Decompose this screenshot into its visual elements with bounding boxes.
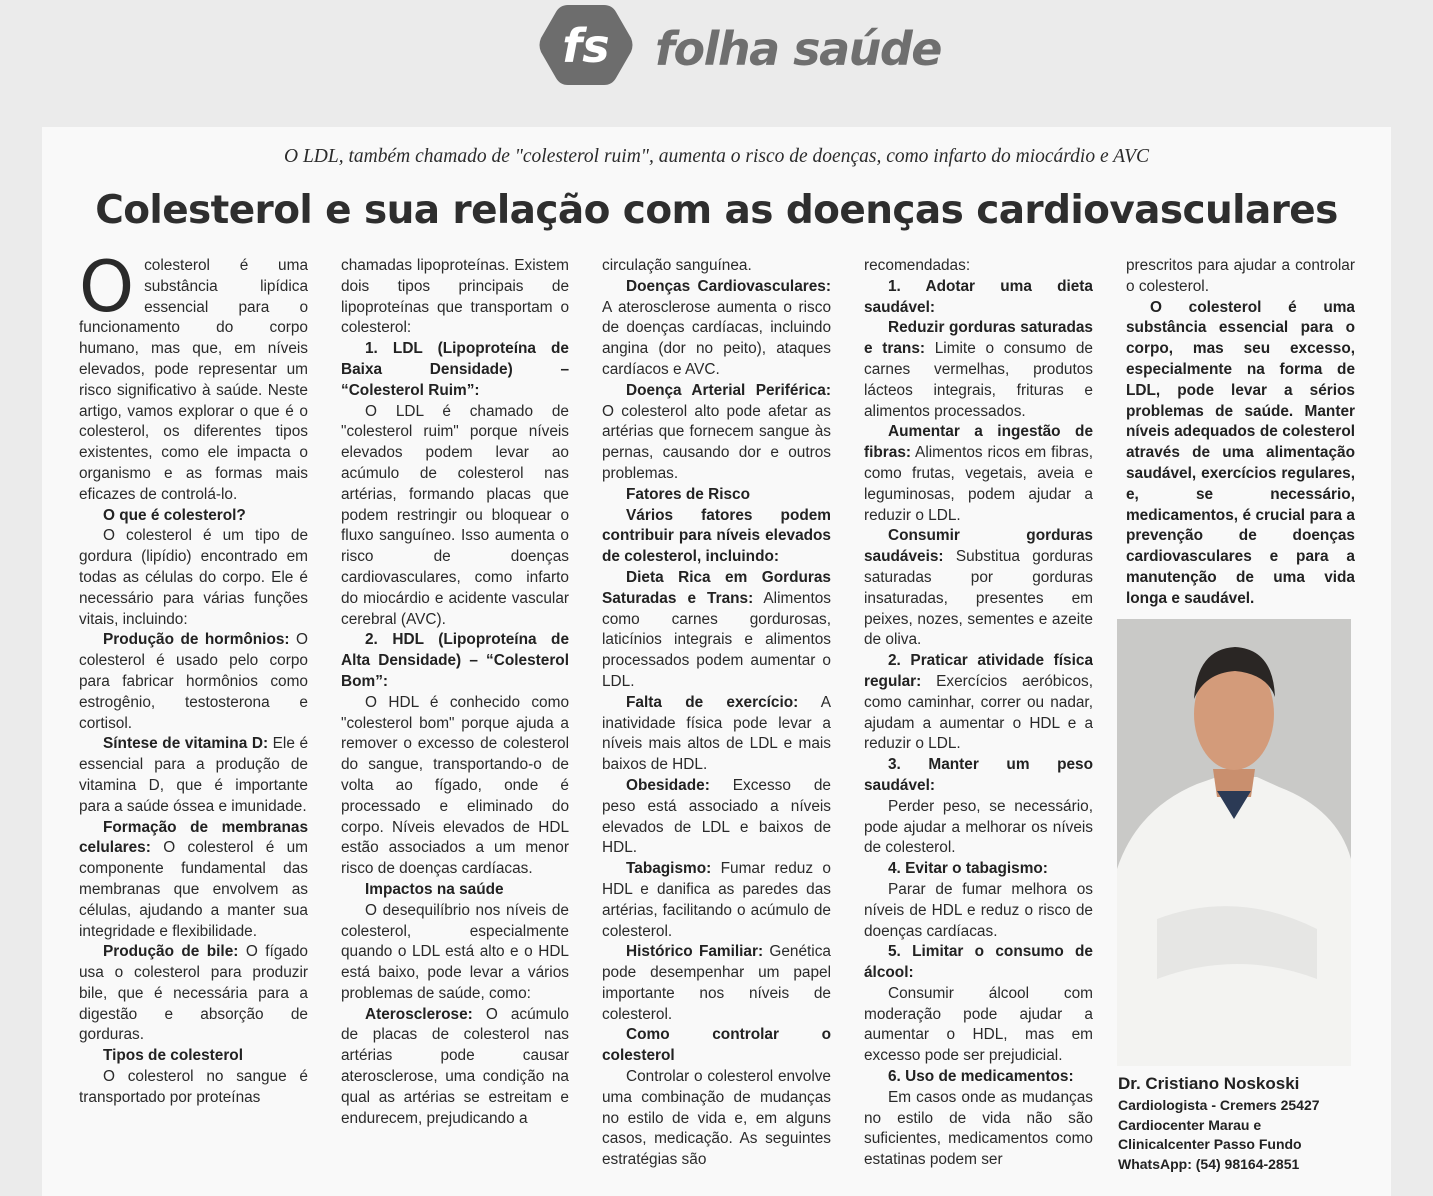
- section-heading-ldl: 1. LDL (Lipoproteína de Baixa Densidade) – “Colesterol Ruim”:: [341, 340, 569, 399]
- article-column-3: [602, 256, 831, 1176]
- paragraph: Consumir álcool com moderação pode ajudar a aumentar o HDL, mas em excesso pode ser prejudicial.: [864, 984, 1093, 1065]
- paragraph: Tabagismo: Fumar reduz o HDL e danifica as paredes das artérias, facilitando o acúmulo de colesterol.: [602, 860, 831, 940]
- logo-initials: fs: [562, 19, 610, 73]
- paragraph: O LDL é chamado de "colesterol ruim" porque níveis elevados podem levar ao acúmulo de colesterol nas artérias, formando placas que podem restringir ou bloquear o fluxo sanguíneo. Isso aumenta o risco de doenças cardiovasculares, como infarto do miocárdio e acidente vascular cerebral (AVC).: [341, 402, 569, 628]
- paragraph: Parar de fumar melhora os níveis de HDL e reduz o risco de doenças cardíacas.: [864, 880, 1093, 940]
- paragraph: Aterosclerose: O acúmulo de placas de colesterol nas artérias pode causar aterosclerose, uma condição na qual as artérias se estreitam e endurecem, prejudicando a: [341, 1005, 569, 1127]
- masthead: [0, 0, 1433, 120]
- section-heading-what: O que é colesterol?: [103, 506, 246, 524]
- paragraph: Formação de membranas celulares: O colesterol é um componente fundamental das membranas que envolvem as células, ajudando a manter sua integridade e flexibilidade.: [79, 818, 308, 940]
- author-clinic-1: Cardiocenter Marau e: [1118, 1116, 1262, 1133]
- article-column-2: [341, 256, 569, 1176]
- paragraph: recomendadas:: [864, 257, 971, 274]
- strategy-3-heading: 3. Manter um peso saudável:: [864, 756, 1093, 794]
- intro-paragraph: Ocolesterol é uma substância lipídica essencial para o funcionamento do corpo humano, mas que, em níveis elevados, pode representar um risco significativo à saúde. Neste artigo, vamos explorar o que é o colesterol, os diferentes tipos existentes, como ele impacta o organismo e as formas mais eficazes de controlá-lo.: [79, 256, 308, 503]
- paragraph: Vários fatores podem contribuir para níveis elevados de colesterol, incluindo:: [602, 506, 831, 566]
- strategy-1-heading: 1. Adotar uma dieta saudável:: [864, 277, 1093, 316]
- author-name: Dr. Cristiano Noskoski: [1118, 1074, 1300, 1093]
- section-heading-hdl: 2. HDL (Lipoproteína de Alta Densidade) – “Colesterol Bom”:: [341, 631, 569, 690]
- paragraph: Doença Arterial Periférica: O colesterol alto pode afetar as artérias que fornecem sangue às pernas, causando dor e outros problemas.: [602, 381, 831, 482]
- logo-badge-icon: [538, 2, 634, 88]
- paragraph: circulação sanguínea.: [602, 257, 752, 274]
- article-subtitle: O LDL, também chamado de "colesterol ruim", aumenta o risco de doenças, como infarto do miocárdio e AVC: [283, 146, 1149, 167]
- paragraph: Controlar o colesterol envolve uma combinação de mudanças no estilo de vida e, em alguns casos, medicação. As seguintes estratégias são: [602, 1068, 831, 1169]
- author-whatsapp: WhatsApp: (54) 98164-2851: [1118, 1155, 1300, 1172]
- paragraph: Doenças Cardiovasculares: A aterosclerose aumenta o risco de doenças cardíacas, incluindo angina (dor no peito), ataques cardíacos e AVC.: [602, 277, 831, 378]
- paragraph: Síntese de vitamina D: Ele é essencial para a produção de vitamina D, que é importante para a saúde óssea e imunidade.: [79, 735, 308, 815]
- paragraph: chamadas lipoproteínas. Existem dois tipos principais de lipoproteínas que transportam o colesterol:: [341, 257, 569, 337]
- section-heading-risk: Fatores de Risco: [626, 485, 751, 503]
- section-heading-types: Tipos de colesterol: [103, 1047, 243, 1065]
- paragraph: Falta de exercício: A inatividade física pode levar a níveis mais altos de LDL e mais baixos de HDL.: [602, 693, 831, 774]
- article-column-5: [1126, 256, 1355, 616]
- paragraph: Reduzir gorduras saturadas e trans: Limite o consumo de carnes vermelhas, produtos lácteos integrais, frituras e alimentos processados.: [864, 319, 1093, 420]
- paragraph: prescritos para ajudar a controlar o colesterol.: [1126, 257, 1355, 295]
- author-clinic-2: Clinicalcenter Passo Fundo: [1118, 1136, 1302, 1152]
- strategy-6-heading: 6. Uso de medicamentos:: [888, 1068, 1074, 1086]
- author-specialty: Cardiologista - Cremers 25427: [1118, 1097, 1320, 1113]
- article-column-4: [864, 256, 1093, 1176]
- conclusion-paragraph: O colesterol é uma substância essencial para o corpo, mas seu excesso, especialmente na forma de LDL, pode levar a sérios problemas de saúde. Manter níveis adequados de colesterol através de uma alimentação saudável, exercícios regulares, e, se necessário, medicamentos, é crucial para a prevenção de doenças cardiovasculares e para a manutenção de uma vida longa e saudável.: [1126, 298, 1355, 607]
- paragraph: Aumentar a ingestão de fibras: Alimentos ricos em fibras, como frutas, vegetais, aveia e leguminosas, podem ajudar a reduzir o LDL.: [864, 423, 1093, 524]
- paragraph: O colesterol no sangue é transportado por proteínas: [79, 1068, 308, 1106]
- paragraph: O HDL é conhecido como "colesterol bom" porque ajuda a remover o excesso de colesterol do sangue, transportando-o de volta ao fígado, onde é processado e eliminado do corpo. Níveis elevados de HDL estão associados a um menor risco de doenças cardíacas.: [341, 693, 569, 878]
- dropcap: O: [79, 256, 135, 328]
- author-photo: [1117, 619, 1351, 1066]
- paragraph: 2. Praticar atividade física regular: Exercícios aeróbicos, como caminhar, correr ou nadar, ajudam a aumentar o HDL e a reduzir o LDL.: [864, 652, 1093, 753]
- paragraph: Histórico Familiar: Genética pode desempenhar um papel importante nos níveis de colesterol.: [602, 943, 831, 1023]
- paragraph: Perder peso, se necessário, pode ajudar a melhorar os níveis de colesterol.: [864, 797, 1093, 857]
- paragraph: Dieta Rica em Gorduras Saturadas e Trans: Alimentos como carnes gordurosas, laticínios integrais e alimentos processados podem aumentar o LDL.: [602, 568, 831, 690]
- article-headline: Colesterol e sua relação com as doenças cardiovasculares: [95, 188, 1338, 233]
- strategy-4-heading: 4. Evitar o tabagismo:: [888, 860, 1048, 878]
- article-column-1: [79, 256, 308, 1176]
- paragraph: Obesidade: Excesso de peso está associado a níveis elevados de LDL e baixos de HDL.: [602, 776, 831, 857]
- paragraph: Consumir gorduras saudáveis: Substitua gorduras saturadas por gorduras insaturadas, presentes em peixes, nozes, sementes e azeite de oliva.: [864, 527, 1093, 649]
- strategy-5-heading: 5. Limitar o consumo de álcool:: [864, 943, 1093, 982]
- paragraph: Em casos onde as mudanças no estilo de vida não são suficientes, medicamentos como estatinas podem ser: [864, 1088, 1093, 1169]
- paragraph: Produção de hormônios: O colesterol é usado pelo corpo para fabricar hormônios como estrogênio, testosterona e cortisol.: [79, 631, 308, 732]
- paragraph: O colesterol é um tipo de gordura (lipídio) encontrado em todas as células do corpo. Ele é necessário para várias funções vitais, incluindo:: [79, 527, 308, 628]
- paragraph: Produção de bile: O fígado usa o colesterol para produzir bile, que é necessária para a digestão e absorção de gorduras.: [79, 943, 308, 1044]
- author-credits: [1118, 1072, 1358, 1174]
- paragraph: O desequilíbrio nos níveis de colesterol, especialmente quando o LDL está alto e o HDL está baixo, pode levar a vários problemas de saúde, como:: [341, 901, 569, 1002]
- section-heading-impacts: Impactos na saúde: [365, 880, 504, 898]
- section-heading-control: Como controlar o colesterol: [602, 1026, 831, 1065]
- brand-name: folha saúde: [655, 22, 941, 76]
